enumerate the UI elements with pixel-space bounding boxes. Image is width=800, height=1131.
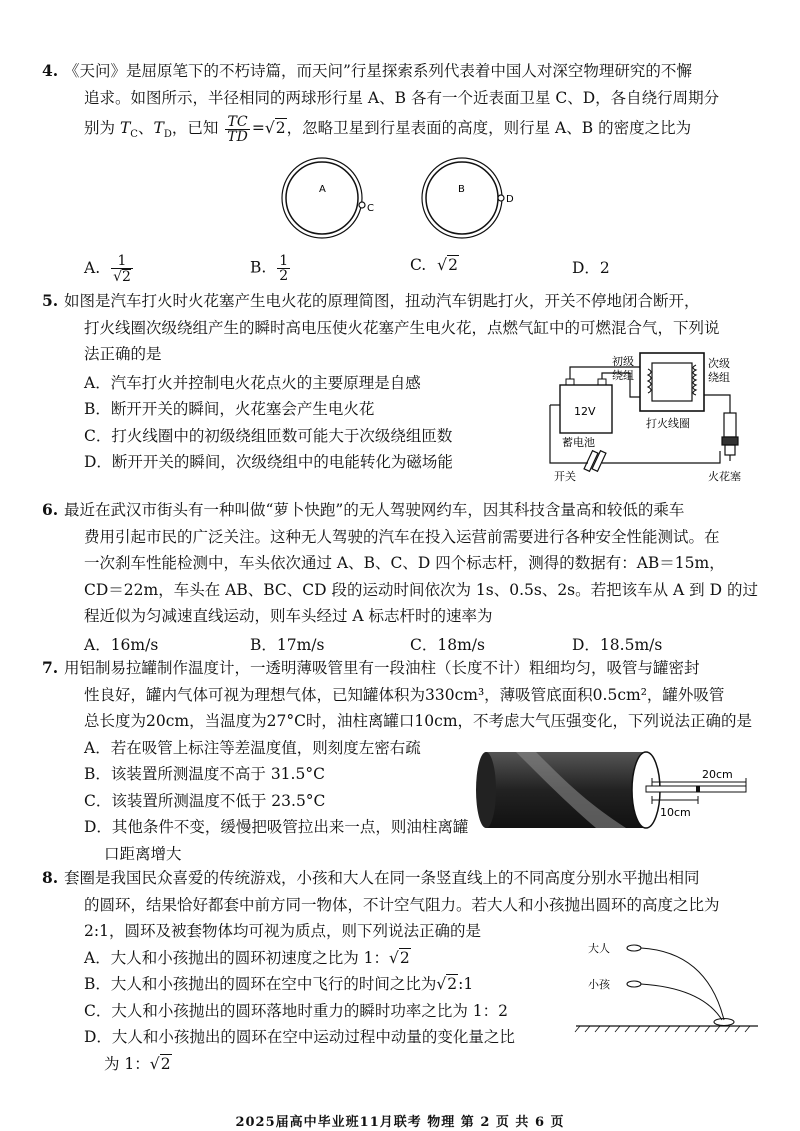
text: ，忽略卫星到行星表面的高度，则行星 A、B 的密度之比为 — [286, 119, 692, 137]
option-a: A．16m/s — [84, 635, 159, 654]
question-text-line: 《天问》是屈原笔下的不朽诗篇，而天问”行星探索系列代表着中国人对深空物理研究的不懈 — [64, 62, 692, 80]
orbit-c — [282, 158, 362, 238]
symbol-td: T — [153, 119, 164, 137]
question-text-line: 的圆环，结果恰好都套中前方同一物体，不计空气阻力。若大人和小孩抛出圆环的高度之比为 — [84, 895, 720, 914]
question-text-line: 用铝制易拉罐制作温度计，一透明薄吸管里有一段油柱（长度不计）粗细均匀，吸管与罐密封 — [64, 659, 700, 677]
subscript: C — [130, 129, 138, 141]
question-6 — [42, 497, 758, 660]
planet-b-label: B — [458, 184, 465, 195]
option-b: B．断开开关的瞬间，火花塞会产生电火花 — [84, 400, 375, 418]
question-number: 5. — [42, 291, 59, 310]
secondary-label-1: 次级 — [708, 357, 730, 370]
option-a: A．大人和小孩抛出的圆环初速度之比为 1：√2 — [84, 948, 410, 967]
secondary-label-2: 绕组 — [708, 371, 730, 384]
question-number: 4. — [42, 61, 59, 80]
option-d: D．18.5m/s — [572, 635, 663, 654]
question-number: 6. — [42, 500, 59, 519]
child-trajectory — [641, 984, 722, 1020]
question-text-line: CD＝22m，车头在 AB、BC、CD 段的运动时间依次为 1s、0.5s、2s。若把该车从 A 到 D 的过 — [84, 580, 758, 599]
primary-winding — [648, 369, 651, 393]
option-c: C．该装置所测温度不低于 23.5°C — [84, 791, 326, 810]
satellite-c — [359, 202, 365, 208]
question-text-line — [64, 111, 754, 145]
option-a: A．汽车打火并控制电火花点火的主要原理是自感 — [84, 373, 421, 392]
adult-label: 大人 — [588, 942, 610, 955]
subscript: D — [163, 129, 172, 141]
option-c-label: C. — [410, 256, 427, 274]
option-c: C．大人和小孩抛出的圆环落地时重力的瞬时功率之比为 1：2 — [84, 1001, 509, 1020]
planet-a — [286, 162, 358, 234]
question-number: 8. — [42, 868, 59, 887]
spark-plug — [722, 413, 738, 461]
spark-plug-label: 火花塞 — [708, 470, 741, 483]
question-number: 7. — [42, 658, 59, 677]
option-d-continued: 为 1：√2 — [104, 1054, 171, 1073]
question-text-line: 程近似为匀减速直线运动，则车头经过 A 标志杆时的速率为 — [84, 607, 493, 625]
child-ring — [627, 981, 641, 987]
option-c: C．18m/s — [410, 635, 485, 654]
option-c-value: √2 — [437, 256, 458, 274]
question-4 — [42, 58, 754, 145]
question-text-line: 打火线圈次级绕组产生的瞬时高电压使火花塞产生电火花，点燃气缸中的可燃混合气，下列说 — [84, 318, 720, 337]
planet-b — [426, 162, 498, 234]
q4-planets-figure — [270, 150, 530, 250]
option-b: B．大人和小孩抛出的圆环在空中飞行的时间之比为√2:1 — [84, 975, 474, 993]
equals: = — [251, 119, 265, 137]
length-10cm: 10cm — [660, 806, 691, 819]
option-c: C．打火线圈中的初级绕组匝数可能大于次级绕组匝数 — [84, 426, 453, 445]
option-a-label: A. — [84, 259, 101, 277]
option-b: B．该装置所测温度不高于 31.5°C — [84, 765, 325, 783]
option-b-value: $\frac{1}{2}$ — [279, 253, 289, 284]
fraction-tc-td — [225, 115, 250, 144]
option-b-label: B. — [250, 258, 267, 277]
question-text-line: 费用引起市民的广泛关注。这种无人驾驶的汽车在投入运营前需要进行各种安全性能测试。在 — [84, 527, 720, 546]
coil-label: 打火线圈 — [646, 417, 690, 430]
primary-label-1: 初级 — [612, 355, 634, 368]
battery-voltage: 12V — [574, 405, 596, 418]
denominator: TD — [227, 128, 248, 145]
sqrt: √2 — [264, 119, 286, 137]
battery-label: 蓄电池 — [562, 436, 595, 449]
orbit-d — [422, 158, 502, 238]
question-text-line: 追求。如图所示，半径相同的两球形行星 A、B 各有一个近表面卫星 C、D，各自绕行周期分 — [84, 88, 720, 107]
primary-label-2: 绕组 — [612, 369, 634, 382]
adult-trajectory — [641, 948, 724, 1020]
option-d: D．大人和小孩抛出的圆环在空中运动过程中动量的变化量之比 — [84, 1028, 515, 1046]
text: 、 — [137, 119, 154, 137]
satellite-d-label: D — [506, 194, 514, 205]
q5-ignition-figure — [540, 345, 755, 485]
question-text-line: 总长度为20cm，当温度为27°C时，油柱离罐口10cm，不考虑大气压强变化，下列说法正确的是 — [84, 712, 753, 730]
numerator: TC — [227, 113, 248, 130]
text: ，已知 — [171, 119, 219, 137]
option-b: B．17m/s — [250, 635, 325, 654]
option-a-value: $\frac{1}{√2}$ — [113, 253, 131, 285]
option-d: D．2 — [572, 259, 610, 277]
q7-can-figure — [476, 742, 756, 842]
page-footer: 2025届高中毕业班11月联考 物理 第 2 页 共 6 页 — [235, 1115, 565, 1130]
question-text-line: 套圈是我国民众喜爱的传统游戏，小孩和大人在同一条竖直线上的不同高度分别水平抛出相同 — [64, 869, 700, 887]
option-d-continued: 口距离增大 — [104, 844, 182, 863]
question-text-line: 性良好，罐内气体可视为理想气体，已知罐体积为330cm³，薄吸管底面积0.5cm²，罐外吸管 — [84, 685, 725, 704]
planet-a-label: A — [319, 184, 326, 195]
question-text-line: 法正确的是 — [84, 345, 162, 363]
length-20cm: 20cm — [702, 768, 733, 781]
option-d: D．断开开关的瞬间，次级绕组中的电能转化为磁场能 — [84, 453, 453, 471]
satellite-c-label: C — [367, 203, 374, 214]
satellite-d — [498, 195, 504, 201]
child-label: 小孩 — [588, 978, 610, 991]
q8-ring-toss-figure — [572, 930, 762, 1040]
option-d: D．其他条件不变，缓慢把吸管拉出来一点，则油柱离罐 — [84, 818, 469, 836]
symbol-tc: T — [119, 119, 131, 137]
question-text-line: 最近在武汉市街头有一种叫做“萝卜快跑”的无人驾驶网约车，因其科技含量高和较低的乘车 — [64, 501, 685, 519]
adult-ring — [627, 945, 641, 951]
option-a: A．若在吸管上标注等差温度值，则刻度左密右疏 — [84, 738, 421, 757]
oil-column — [696, 786, 700, 792]
q4-options — [84, 246, 764, 286]
secondary-winding — [693, 365, 696, 395]
question-text-line: 如图是汽车打火时火花塞产生电火花的原理简图，扭动汽车钥匙打火，开关不停地闭合断开， — [64, 292, 700, 310]
question-text-line: 2:1，圆环及被套物体均可视为质点，则下列说法正确的是 — [84, 922, 481, 940]
question-text-line: 一次刹车性能检测中，车头依次通过 A、B、C、D 四个标志杆，测得的数据有：AB＝15m， — [84, 554, 725, 572]
switch — [584, 451, 606, 472]
switch-label: 开关 — [554, 470, 576, 483]
text: 别为 — [84, 119, 116, 137]
